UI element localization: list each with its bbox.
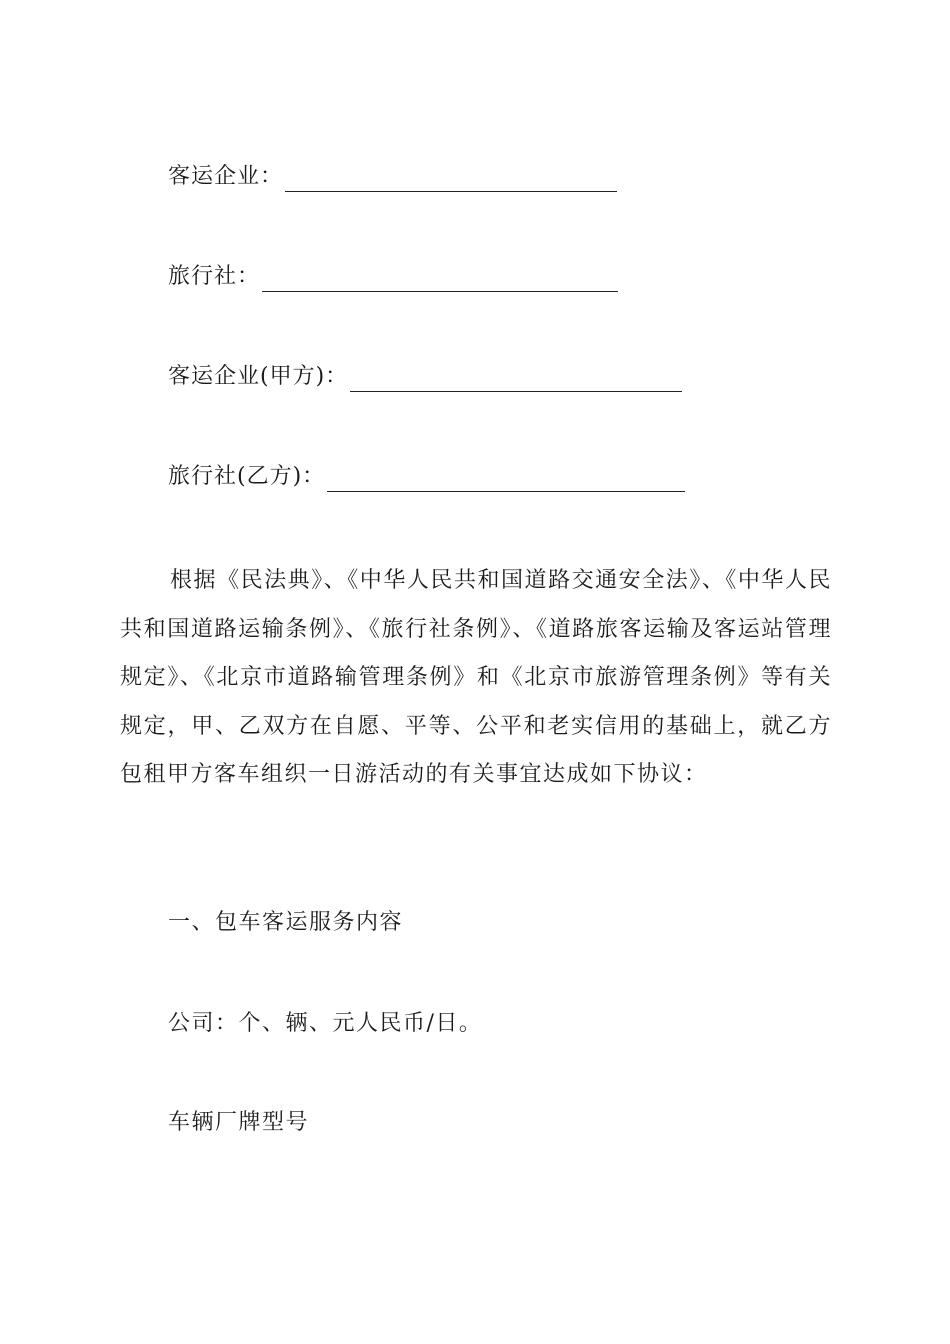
travel-agency-label: 旅行社： [168,264,261,289]
vehicle-model-line: 车辆厂牌型号 [168,1110,310,1135]
company-rate-line: 公司：个、辆、元人民币/日。 [168,1011,483,1036]
passenger-company-label: 客运企业： [168,164,284,189]
preamble-paragraph: 根据《民法典》、《中华人民共和国道路交通安全法》、《中华人民共和国道路运输条例》、《旅行社条例》、《道路旅客运输及客运站管理规定》、《北京市道路输管理条例》和《北京市旅游管理条例》等有关规定，甲、乙双方在自愿、平等、公平和老实信用的基础上，就乙方包租甲方客车组织一日游活动的有关事宜达成如下协议： [120,568,832,788]
party-b-blank[interactable] [327,469,685,492]
party-a-blank[interactable] [350,369,682,392]
party-b-field [168,462,685,492]
passenger-company-blank[interactable] [285,169,617,192]
party-a-label: 客运企业(甲方)： [168,364,349,389]
passenger-company-field [168,162,617,192]
travel-agency-blank[interactable] [262,269,618,292]
travel-agency-field [168,262,618,292]
party-a-field [168,362,682,392]
section-1-heading: 一、包车客运服务内容 [168,910,404,935]
party-b-label: 旅行社(乙方)： [168,464,326,489]
